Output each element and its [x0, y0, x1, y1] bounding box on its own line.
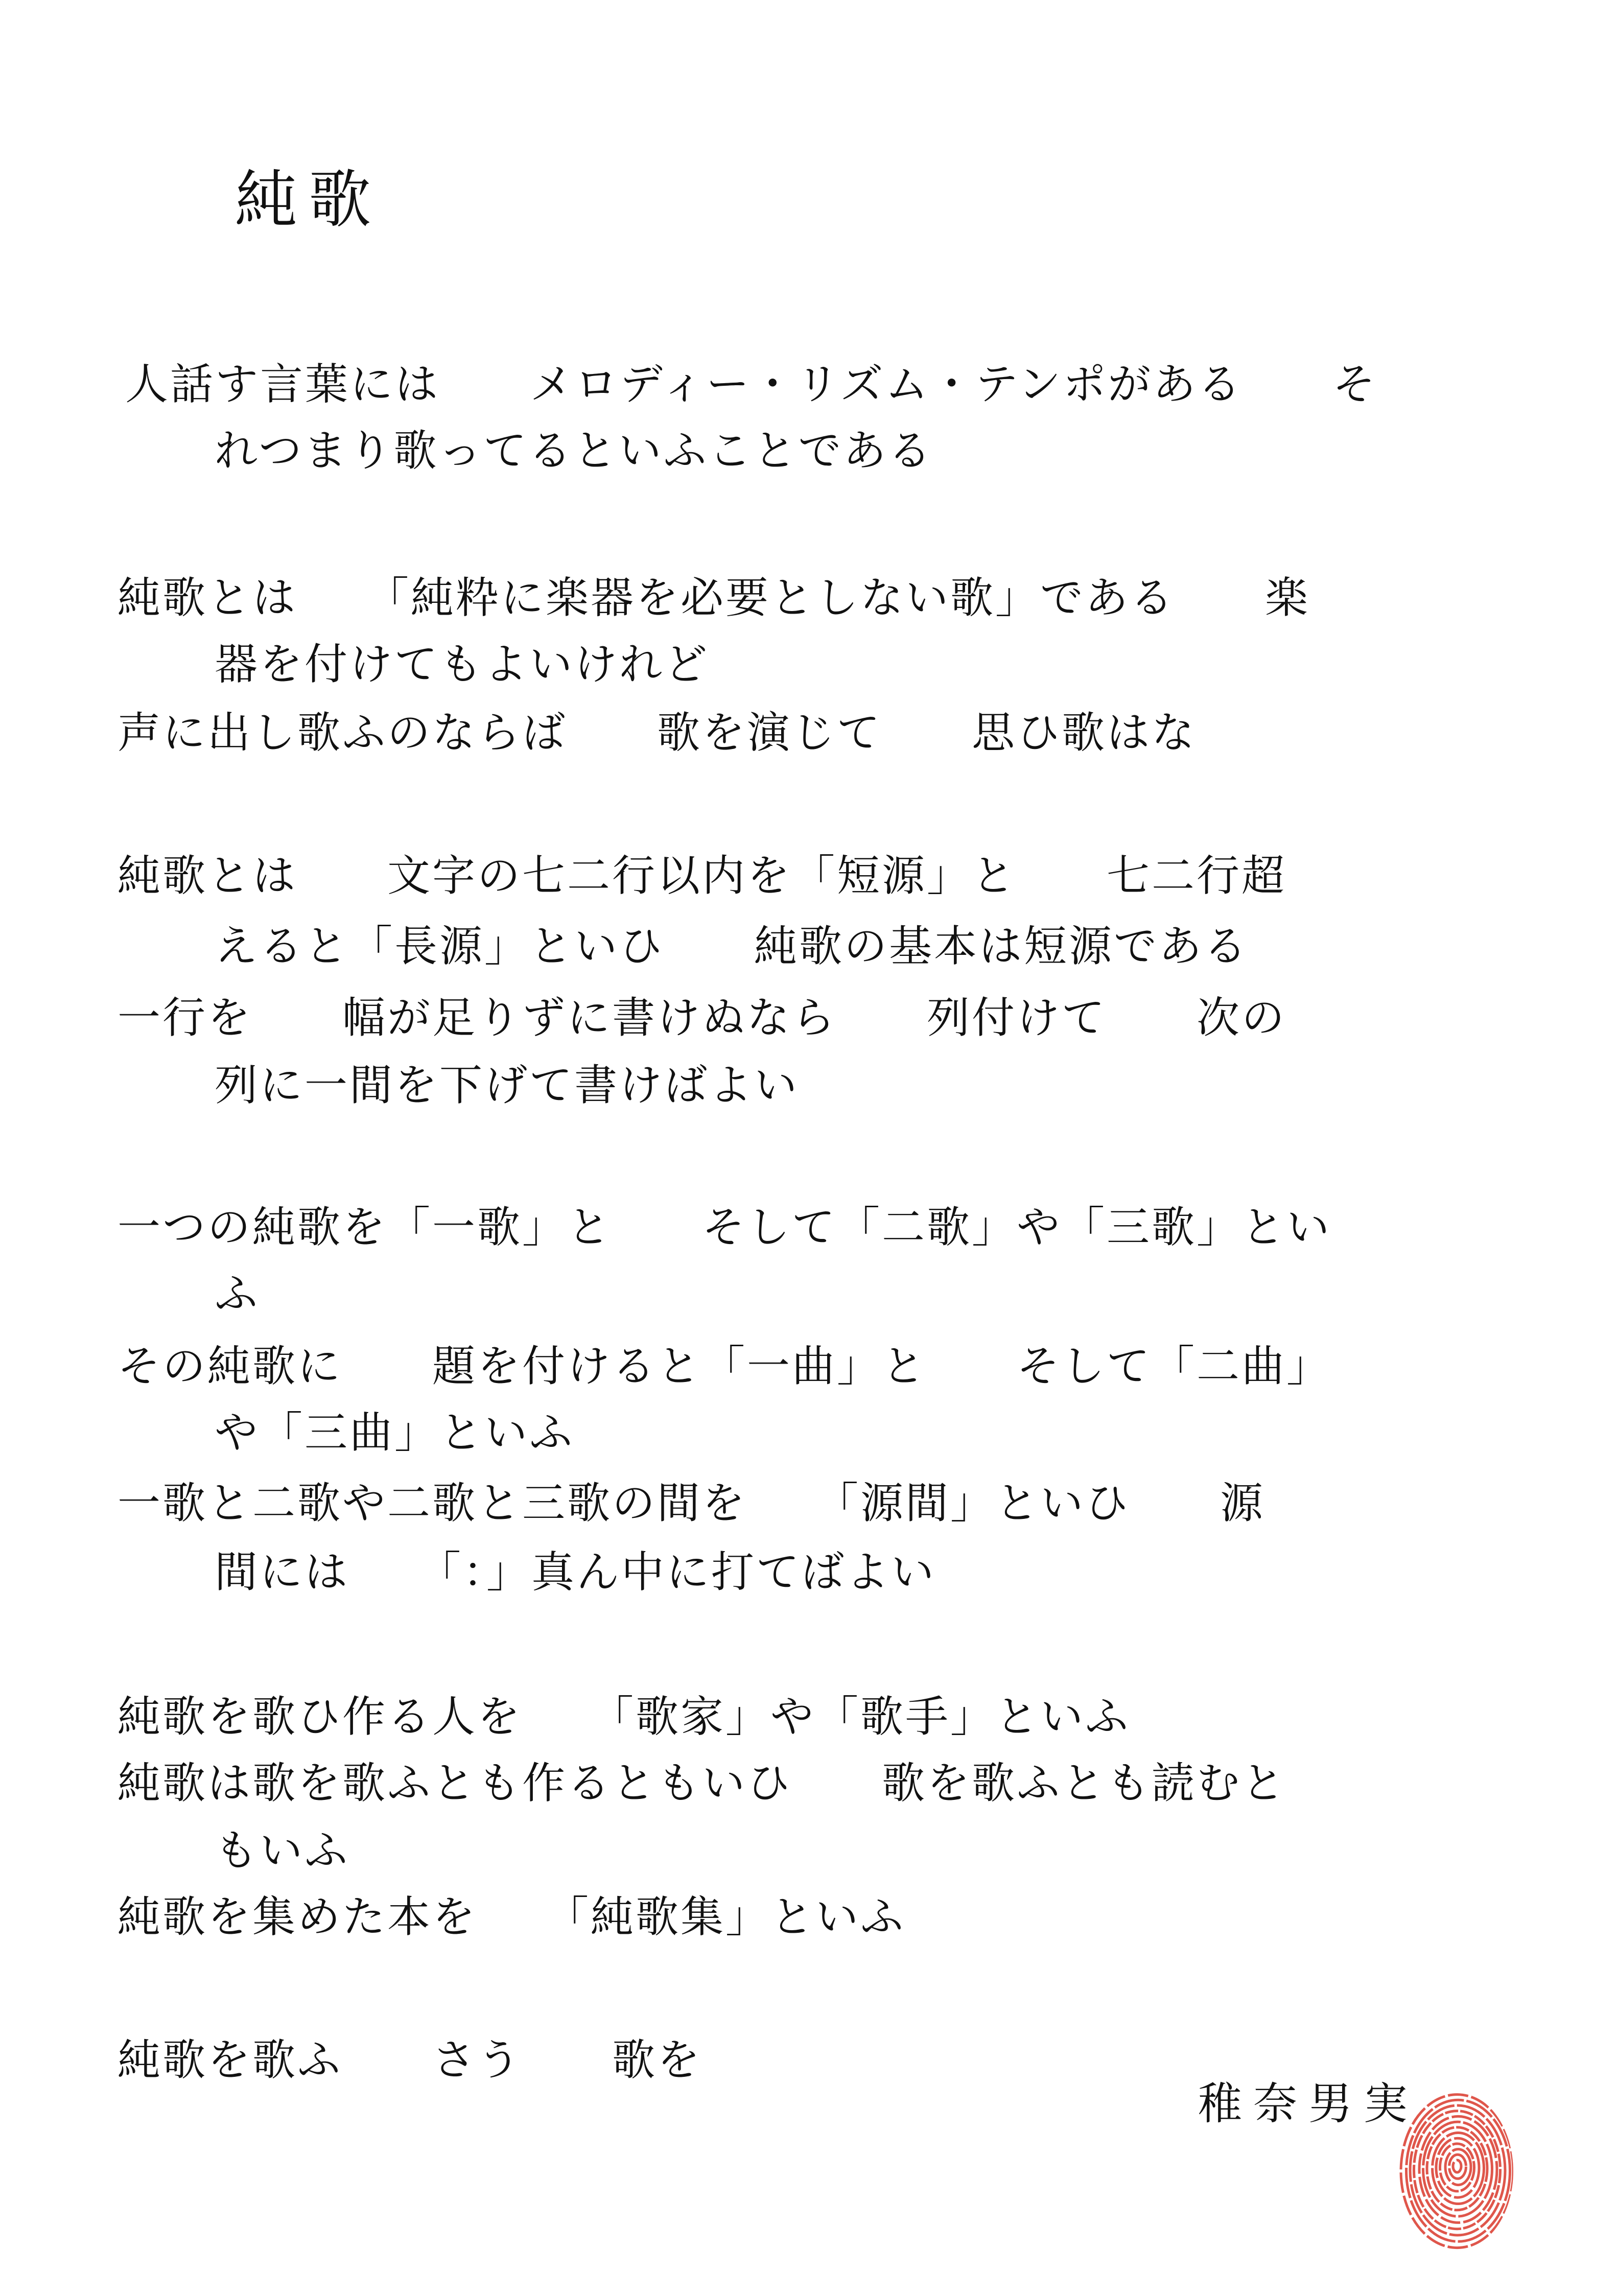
- text-line-12: その純歌に 題を付けると「一曲」と そして「二曲」: [118, 1341, 1332, 1391]
- text-line-10: 一つの純歌を「一歌」と そして「二歌」や「三歌」とい: [118, 1202, 1332, 1252]
- text-line-4: 器を付けてもよいけれど: [215, 639, 710, 689]
- text-line-1: 人話す言葉には メロディー・リズム・テンポがある そ: [125, 359, 1378, 409]
- seal-ridge: [1453, 2160, 1461, 2172]
- text-line-15: 間には 「：」真ん中に打てばよい: [215, 1547, 936, 1597]
- text-line-6: 純歌とは 文字の七二行以内を「短源」と 七二行超: [118, 851, 1287, 901]
- text-line-19: 純歌を集めた本を 「純歌集」といふ: [118, 1892, 906, 1942]
- text-line-5: 声に出し歌ふのならば 歌を演じて 思ひ歌はな: [118, 708, 1197, 758]
- author-signature: 稚奈男実: [1198, 2078, 1419, 2129]
- seal-ridge: [1449, 2154, 1466, 2178]
- text-line-11: ふ: [215, 1269, 260, 1319]
- seal-ridge: [1436, 2138, 1479, 2197]
- text-line-7: えると「長源」といひ 純歌の基本は短源である: [215, 921, 1249, 971]
- text-line-16: 純歌を歌ひ作る人を 「歌家」や「歌手」といふ: [118, 1692, 1131, 1742]
- text-line-14: 一歌と二歌や二歌と三歌の間を 「源間」といひ 源: [118, 1478, 1266, 1528]
- text-line-8: 一行を 幅が足りずに書けぬなら 列付けて 次の: [118, 993, 1287, 1043]
- text-line-9: 列に一間を下げて書けばよい: [215, 1060, 800, 1110]
- text-line-2: れつまり歌ってるといふことである: [215, 426, 933, 476]
- page-title: 純歌: [235, 163, 382, 236]
- text-line-3: 純歌とは 「純粋に楽器を必要としない歌」である 楽: [118, 573, 1310, 623]
- text-line-18: もいふ: [215, 1825, 350, 1876]
- text-line-17: 純歌は歌を歌ふとも作るともいひ 歌を歌ふとも読むと: [118, 1758, 1287, 1808]
- text-line-20: 純歌を歌ふ さう 歌を: [118, 2035, 702, 2085]
- text-line-13: や「三曲」といふ: [215, 1408, 575, 1458]
